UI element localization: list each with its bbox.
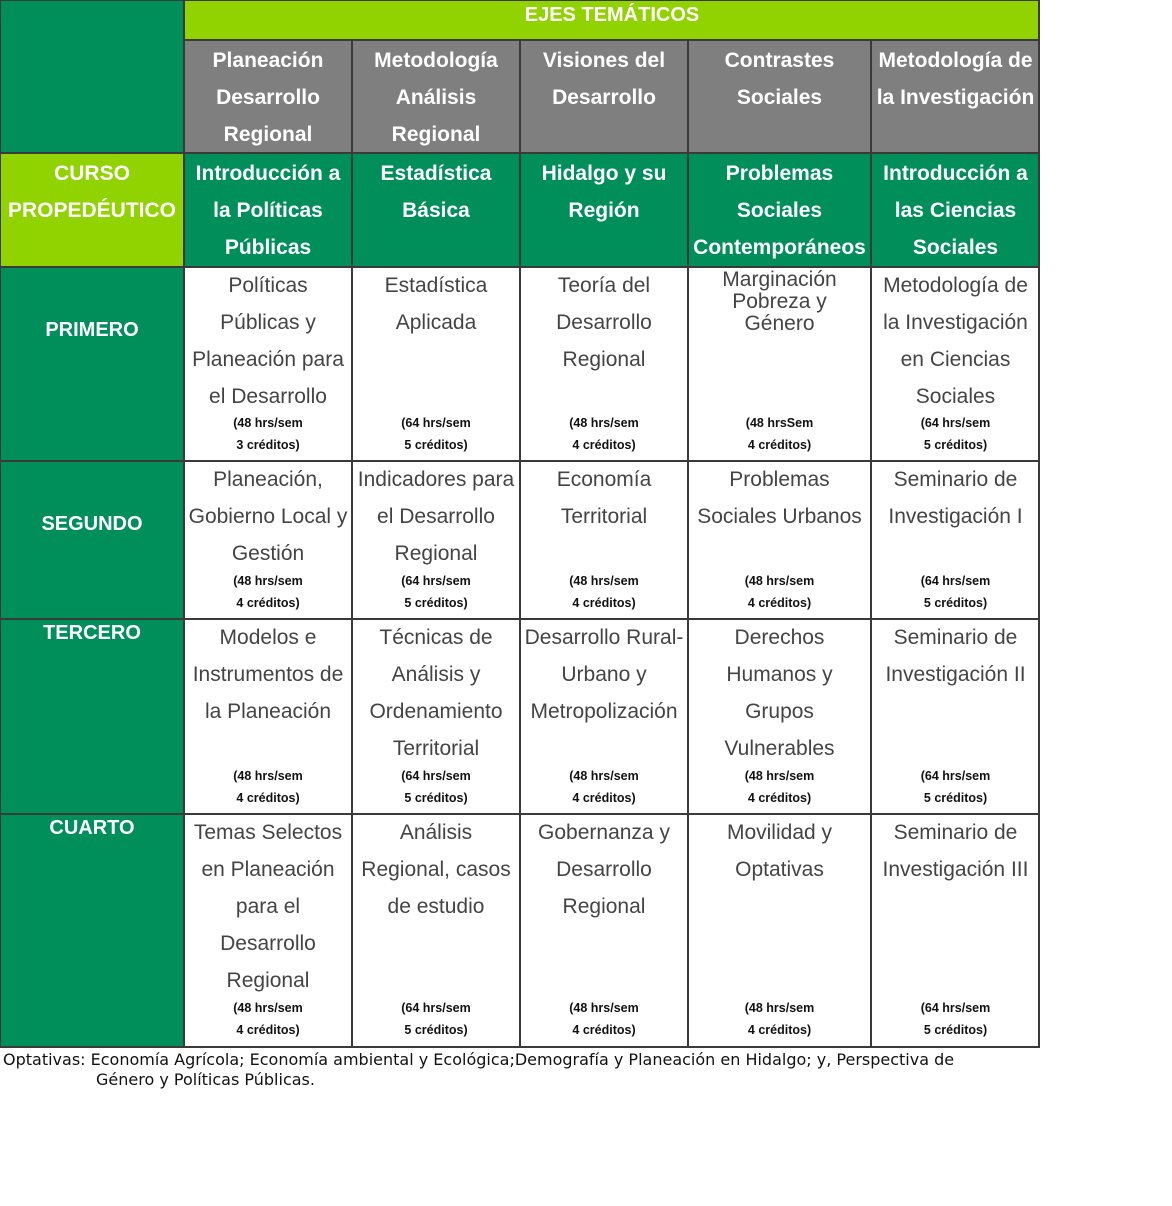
row-label-segundo: SEGUNDO bbox=[0, 461, 184, 619]
course-cell: Análisis Regional, casos de estudio (64 hrs/sem 5 créditos) bbox=[352, 814, 520, 1047]
propedeutico-course: Introducción a la Políticas Públicas bbox=[184, 153, 352, 267]
grid-line bbox=[0, 266, 1040, 268]
propedeutico-course: Introducción a las Ciencias Sociales bbox=[871, 153, 1040, 267]
column-header-visiones: Visiones del Desarrollo bbox=[520, 40, 688, 153]
row-label-primero: PRIMERO bbox=[0, 267, 184, 461]
grid-line bbox=[351, 40, 353, 1048]
grid-line bbox=[0, 152, 1040, 154]
course-cell: Movilidad y Optativas (48 hrs/sem 4 créditos) bbox=[688, 814, 871, 1047]
axis-title: EJES TEMÁTICOS bbox=[184, 0, 1040, 40]
course-cell: Derechos Humanos y Grupos Vulnerables (48 hrs/sem 4 créditos) bbox=[688, 619, 871, 814]
course-cell: Modelos e Instrumentos de la Planeación (48 hrs/sem 4 créditos) bbox=[184, 619, 352, 814]
column-header-planeacion: Planeación Desarrollo Regional bbox=[184, 40, 352, 153]
column-header-contrastes: Contrastes Sociales bbox=[688, 40, 871, 153]
corner-cell bbox=[0, 0, 184, 153]
row-label-propedeutico: CURSO PROPEDÉUTICO bbox=[0, 153, 184, 267]
grid-line bbox=[0, 813, 1040, 815]
course-cell: Teoría del Desarrollo Regional (48 hrs/sem 4 créditos) bbox=[520, 267, 688, 461]
grid-line bbox=[184, 39, 1040, 41]
optativas-note-line: Optativas: Economía Agrícola; Economía ambiental y Ecológica;Demografía y Planeación en Hidalgo; y, Perspectiva de bbox=[3, 1050, 955, 1069]
course-cell: Técnicas de Análisis y Ordenamiento Territorial (64 hrs/sem 5 créditos) bbox=[352, 619, 520, 814]
row-label-cuarto: CUARTO bbox=[0, 814, 184, 1047]
grid-line bbox=[870, 40, 872, 1048]
course-cell: Temas Selectos en Planeación para el Desarrollo Regional (48 hrs/sem 4 créditos) bbox=[184, 814, 352, 1047]
course-cell: Estadística Aplicada (64 hrs/sem 5 créditos) bbox=[352, 267, 520, 461]
grid-line bbox=[0, 0, 1040, 1]
propedeutico-course: Estadística Básica bbox=[352, 153, 520, 267]
propedeutico-course: Hidalgo y su Región bbox=[520, 153, 688, 267]
course-cell: Políticas Públicas y Planeación para el Desarrollo (48 hrs/sem 3 créditos) bbox=[184, 267, 352, 461]
course-cell: Indicadores para el Desarrollo Regional (64 hrs/sem 5 créditos) bbox=[352, 461, 520, 619]
column-header-metodologia-analisis: Metodología Análisis Regional bbox=[352, 40, 520, 153]
course-cell: Gobernanza y Desarrollo Regional (48 hrs/sem 4 créditos) bbox=[520, 814, 688, 1047]
grid-line bbox=[0, 460, 1040, 462]
grid-line bbox=[687, 40, 689, 1048]
row-label-tercero: TERCERO bbox=[0, 619, 184, 814]
grid-line bbox=[0, 618, 1040, 620]
course-cell: Desarrollo Rural- Urbano y Metropolización (48 hrs/sem 4 créditos) bbox=[520, 619, 688, 814]
course-cell: Seminario de Investigación II (64 hrs/sem 5 créditos) bbox=[871, 619, 1040, 814]
course-cell: Economía Territorial (48 hrs/sem 4 créditos) bbox=[520, 461, 688, 619]
grid-line bbox=[519, 40, 521, 1048]
column-header-metodologia-investigacion: Metodología de la Investigación bbox=[871, 40, 1040, 153]
grid-line bbox=[1038, 0, 1040, 1048]
grid-line bbox=[0, 1046, 1040, 1048]
course-cell: Metodología de la Investigación en Ciencias Sociales (64 hrs/sem 5 créditos) bbox=[871, 267, 1040, 461]
optativas-note bbox=[3, 1050, 1043, 1090]
course-cell: Seminario de Investigación III (64 hrs/sem 5 créditos) bbox=[871, 814, 1040, 1047]
grid-line bbox=[183, 0, 185, 1048]
course-cell: Marginación Pobreza y Género (48 hrsSem 4 créditos) bbox=[688, 267, 871, 461]
grid-line bbox=[0, 0, 1, 1048]
course-cell: Planeación, Gobierno Local y Gestión (48 hrs/sem 4 créditos) bbox=[184, 461, 352, 619]
course-cell: Seminario de Investigación I (64 hrs/sem 5 créditos) bbox=[871, 461, 1040, 619]
optativas-note-line: Género y Políticas Públicas. bbox=[96, 1070, 315, 1089]
propedeutico-course: Problemas Sociales Contemporáneos bbox=[688, 153, 871, 267]
course-cell: Problemas Sociales Urbanos (48 hrs/sem 4 créditos) bbox=[688, 461, 871, 619]
